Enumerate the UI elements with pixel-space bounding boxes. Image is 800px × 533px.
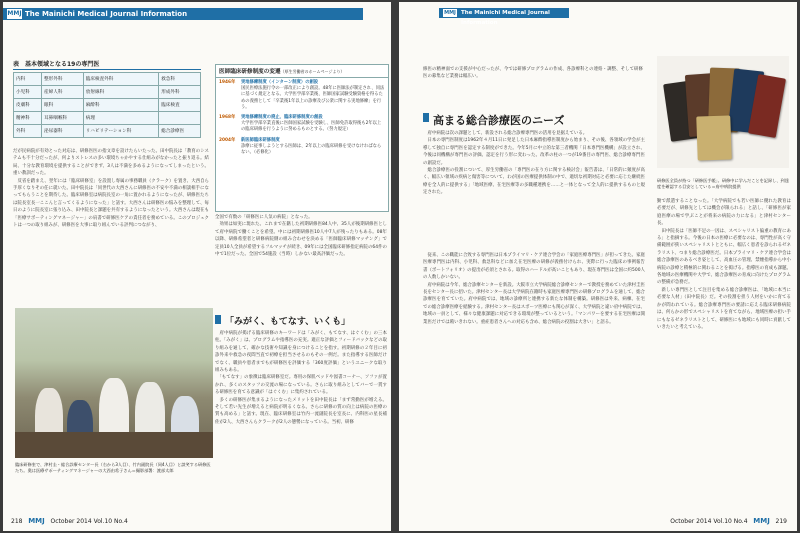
page-number-right: 219 — [775, 518, 787, 525]
table-cell: 泌尿器科 — [42, 125, 84, 138]
table-row — [14, 125, 201, 138]
timeline-title-text: 医師臨床研修制度の変遷 — [219, 69, 281, 75]
table-cell: 形成外科 — [159, 86, 201, 99]
header-logo: MMJ — [7, 10, 22, 17]
body-text-col1: だが民病院が有効とった対応は、研修医医の指文章を設けたらいたった。田中院長は「教育のシステムも不十分だったが、何よりストレスの多い環境ちゃかやする仕組みがなかったと振り返る。結局、十分な教育環境を提供することができず、3人は不満を多めるようになってしまったという。重い教訓だった。 反省を踏まえ、翌年には「臨床研修室」を設置し専属の事務職員（クラーク）を置き、大西自ら手厚くなりその任に就いた。田中院長は「同世代の大西さんに研修医の不安や不満の相談相手になってもらうことを期待した。臨床研修室は病院長室の一角に置かれるようになったが、研修医たちは院長室長一ここんと言ってくるようになった」と話す。大西さんは研修医の悩みを整理して、毎日のように院長室に張り込み、田中院長と課題を共有するようになったという。大西さんは現在も「医療サポーティングマネージャー」の肩書で研修医ケアの責任者を務めている。このプロジェクトは一つの取り組みが、研修医を大事に取り組んでいる評判につながり、 — [13, 149, 209, 229]
training-room-photo — [15, 308, 213, 458]
footer-left — [11, 517, 128, 525]
table-title: 表 基本領域となる19の専門医 — [13, 60, 201, 70]
table-cell: 皮膚科 — [14, 99, 42, 112]
table-cell: 臨床検査 — [159, 99, 201, 112]
body-text-r1: 修医の精神面での支援が中心だったが、今では研修プログラムの作成、各診療科との連絡・調整、そして研修医の募集など業務は幅広い。 — [423, 67, 643, 80]
timeline-body: 診療に従事しようとする医師は、2年以上の臨床研修を受けなければならない。（必修化） — [241, 143, 382, 156]
issue-info-left: October 2014 Vol.10 No.4 — [50, 518, 128, 525]
table-cell: 救急科 — [159, 73, 201, 86]
timeline-body: 国民医療法施行令の一部改正により創設。48年に医師法が制定され、同法に基づく規定となる。大学医学部卒業後、医師国家試験受験資格を得るための義務として「卒業後1年以上の診療及び公衆に関する実地修練」を行う。 — [241, 86, 385, 110]
body-text-r4: 勤で派遣することなった。「大学病院でも若い医師に優れた教育は必要だが、研修先としては機会が限られる」と話し、「研修医が家庭医療の場で学ぶことが将来の病院の力になる」と津村センター長。 田中院長は「医師不足の一因は、スペシャリスト偏重の教育にある」と指摘する。今後の日本の医療に必要なのは、専門性が高く守備範囲が狭いスペシャリストとともに、幅広く患者を診られるゼネラリスト、つまり総合診療医だ。日本プライマリ・ケア連合学会は総合診療医のあるべき姿として、高血圧の管理、禁煙指導から中小病院の診療と積極的に関わることを掲げる。指導医の育成も課題。各地域の医療機関や大学で、総合診療医の育成に向けたプログラムの整備が急務だ。 新しい専門医として注目を集める総合診療医は、「地域に本当に必要な人材」（田中院長）だ。その役割を担う人材をいかに育てるかが問われている。総合診療専門医の要請に応える臨床研修病院は、何らかの形でスペシャリストを育てながら、地域医療の担い手にもなるゼネラリストとして、研修医にも地域にも同時に貢献していきたいと考えている。 — [657, 199, 791, 330]
table-cell: 産婦人科 — [42, 86, 84, 99]
timeline-year: 1968年 — [219, 115, 236, 121]
body-text-col3: 府中病院が掲げる臨床研修のキーワードは「みがく、もてなす、はぐくむ」の三本柱。「みがく」は、プログラムや指導医の充実。適正な評価とフィードバックなどの取り組みを通して、確かな技術や知識を身につけることを指す。初期研修の２年目に初診外来や救急の夜間当直で初療を担当させるのもその一例だ。また指導する医師だけでなく、職員や患者までもが研修医を評価する「360度評価」というユニークな取り組みもある。 「もてなす」の象徴は臨床研修室だ。専用の保肌ベッドや図書コーナー、ソファが置かれ、多くのスタッフの交流の場になっている。さらに取り組みとしてバーで一貫する研修医を育てる意識が「はぐくむ」に集約されている。 多くの研修医が集まるようになったメリットを田中院長は「まず常勤医が増える。そして若い先生が増えると病院が明るくなる。さらに研修の質の向上は病院の医療の質も高める」と話す。現在、臨床研修室は竹内一流副院長を室長に、内科医の星長補佐が2人、大西さんらクラークが2人の態勢になっている。当初、研修 — [215, 331, 387, 425]
table-row — [14, 112, 201, 125]
body-text-r3: 従来、この職能に合致する専門医は日本プライマリ・ケア連合学会の「家庭医療専門医」が担ってきた。家庭医療専門医は内科、小児科、救急科などに加え在宅医療の研修が義務付けられ、実際に行った臨床の事例報告書（ポートフォリオ）の提出が必須とされる。取得のハードルが高いこともあり、現在専門医は全国に約500人の人数しかいない。 府中病院は今年、総合診療センターを新設。大阪市立大学病院総合診療センターで教授を務めていた津村圭医長をセンター長に招いた。津村センター長は大学病院在籍時も家庭医療専門医の研修プログラムを通して、総合診療医を育てていた。府中病院では、地域の診療所と連携する新たな体制を構築。研修医は外来、病棟、在宅での総合診療医療を経験する。津村センター長はスポーツ医療にも関心が深く、大学病院と違い府中病院では、地域の一員として、様々な健康課題に対応できる環境が整っているという。「マンパワーを要する在宅医療は開業医だけでは賄いきれない。重症患者さんへの対応も含め、総合病院の役割は大きい」と語る。 — [423, 253, 645, 325]
table-row — [14, 99, 201, 112]
timeline-subtitle: （厚生労働省のホームページより） — [280, 69, 345, 74]
table-row — [14, 86, 201, 99]
page-header-right — [439, 8, 569, 26]
body-text-r2: 府中病院は次の課題として、新設される総合診療専門医の活用を見据えている。 日本の専門医制度は1962年４月11日に発足した日本麻酔指導医制度から始まり、その後、各領域の学会が主導して独自に専門医を認定する制度ができた。今年5月に中立的な第三者機関「日本専門医機構」が設立され、今後は同機構が専門医の評価、認定を行う形に変わった。改革の柱の一つが19番目の専門医、総合診療専門医の創設だ。 総合診療医の役割について、厚生労働省の「専門医の在り方に関する検討会」報告書は、「日常的に頻度が高く、幅広い領域の疾病と傷害等について、わが国の医療提供体制の中で、適切な初期対応と必要に応じた継続医療を全人的に提供する」「地域医療、在宅医療等の多職種連携を……と一体となって全人的に提供するものと規定された。 — [423, 131, 645, 196]
timeline-entry — [216, 136, 388, 159]
timeline-heading: 実地修練制度（インターン制度）の創設 — [241, 80, 319, 85]
timeline-entry — [216, 113, 388, 136]
table-cell — [159, 112, 201, 125]
footer-logo-right: MMJ — [753, 517, 770, 525]
table-cell: 臨床検査外科 — [83, 73, 158, 86]
photo1-caption-text: 臨床研修室で、津村圭・総合診療センター長（右から3人目）、竹内副院長（同4人目）と談笑する研修医たち。奥は医療サポーティングマネージャーの大西由希子さん＝撮影部署：渡部太郎 — [15, 462, 211, 474]
history-timeline-box — [215, 64, 389, 212]
table-cell: 耳鼻咽喉科 — [42, 112, 84, 125]
timeline-heading: 新医師臨床研修制度 — [241, 137, 280, 143]
table-cell: リハビリテーション科 — [83, 125, 158, 138]
page-number-left: 218 — [11, 518, 23, 525]
table-cell: 精神科 — [14, 112, 42, 125]
timeline-year: 1946年 — [219, 80, 236, 85]
table-cell: 麻酔科 — [83, 99, 158, 112]
photo1-caption — [15, 462, 213, 474]
training-handbooks-photo — [657, 56, 789, 168]
footer-right — [670, 517, 787, 525]
table-cell: 内科 — [14, 73, 42, 86]
section-headline-2 — [423, 112, 564, 128]
photo2-caption: 研修医全員が持つ「研修医手帳」。研修中に学んだことを記録し、到達度を確認する目安としている＝府中病院提供 — [657, 178, 789, 190]
header-title: The Mainichi Medical Journal Information — [25, 10, 188, 18]
timeline-body: 大学医学部卒業直後に医師国家試験を受験し、医師免許取得後も2年以上の臨床研修を行うように努めるものとする。（努力規定） — [241, 121, 382, 133]
table-cell: 放射線科 — [83, 86, 158, 99]
table-cell: 総合診療医 — [159, 125, 201, 138]
table-cell: 眼科 — [42, 99, 84, 112]
timeline-heading: 実地修練制度の廃止、臨床研修制度の創設 — [241, 115, 323, 121]
header-title-right: The Mainichi Medical Journal Information — [461, 10, 550, 26]
page-header-left — [3, 8, 363, 20]
section-headline-1 — [215, 314, 350, 327]
timeline-year: 2004年 — [219, 137, 236, 143]
table-cell: 病理 — [83, 112, 158, 125]
table-cell: 外科 — [14, 125, 42, 138]
table-cell: 小児科 — [14, 86, 42, 99]
left-page — [3, 2, 391, 531]
right-page — [399, 2, 797, 531]
footer-logo-left: MMJ — [28, 517, 45, 525]
table-cell: 整形外科 — [42, 73, 84, 86]
magazine-spread — [3, 2, 797, 531]
body-text-col2: 全国で有数の「研修医に人気の病院」となった。 効果は如実に現れた。これまで在籍した初期研修医84人中、35人が後期研修医として府中病院で働くことを希望。中には初期研修医10人中7人が残ったりもある。08年以降、研修希望者と研修病院側の組み合わせを決める「医師臨床研修マッチング」で定員10人全員が希望するフルマッチが続き、09年には全国臨床研修指定病院の64件の中で1位だった。全国で54施設（当時）しかない最高評価だった。 — [215, 215, 387, 258]
headline-1-text: 「みがく、もてなす、いくも」 — [225, 317, 351, 327]
table-row — [14, 73, 201, 86]
timeline-entry — [216, 78, 388, 113]
timeline-title — [216, 65, 388, 78]
issue-info-right: October 2014 Vol.10 No.4 — [670, 518, 748, 525]
headline-2-text: 高まる総合診療医のニーズ — [433, 114, 565, 127]
specialty-grid — [13, 72, 201, 138]
header-logo-right: MMJ — [444, 10, 456, 16]
specialty-table — [13, 60, 201, 138]
